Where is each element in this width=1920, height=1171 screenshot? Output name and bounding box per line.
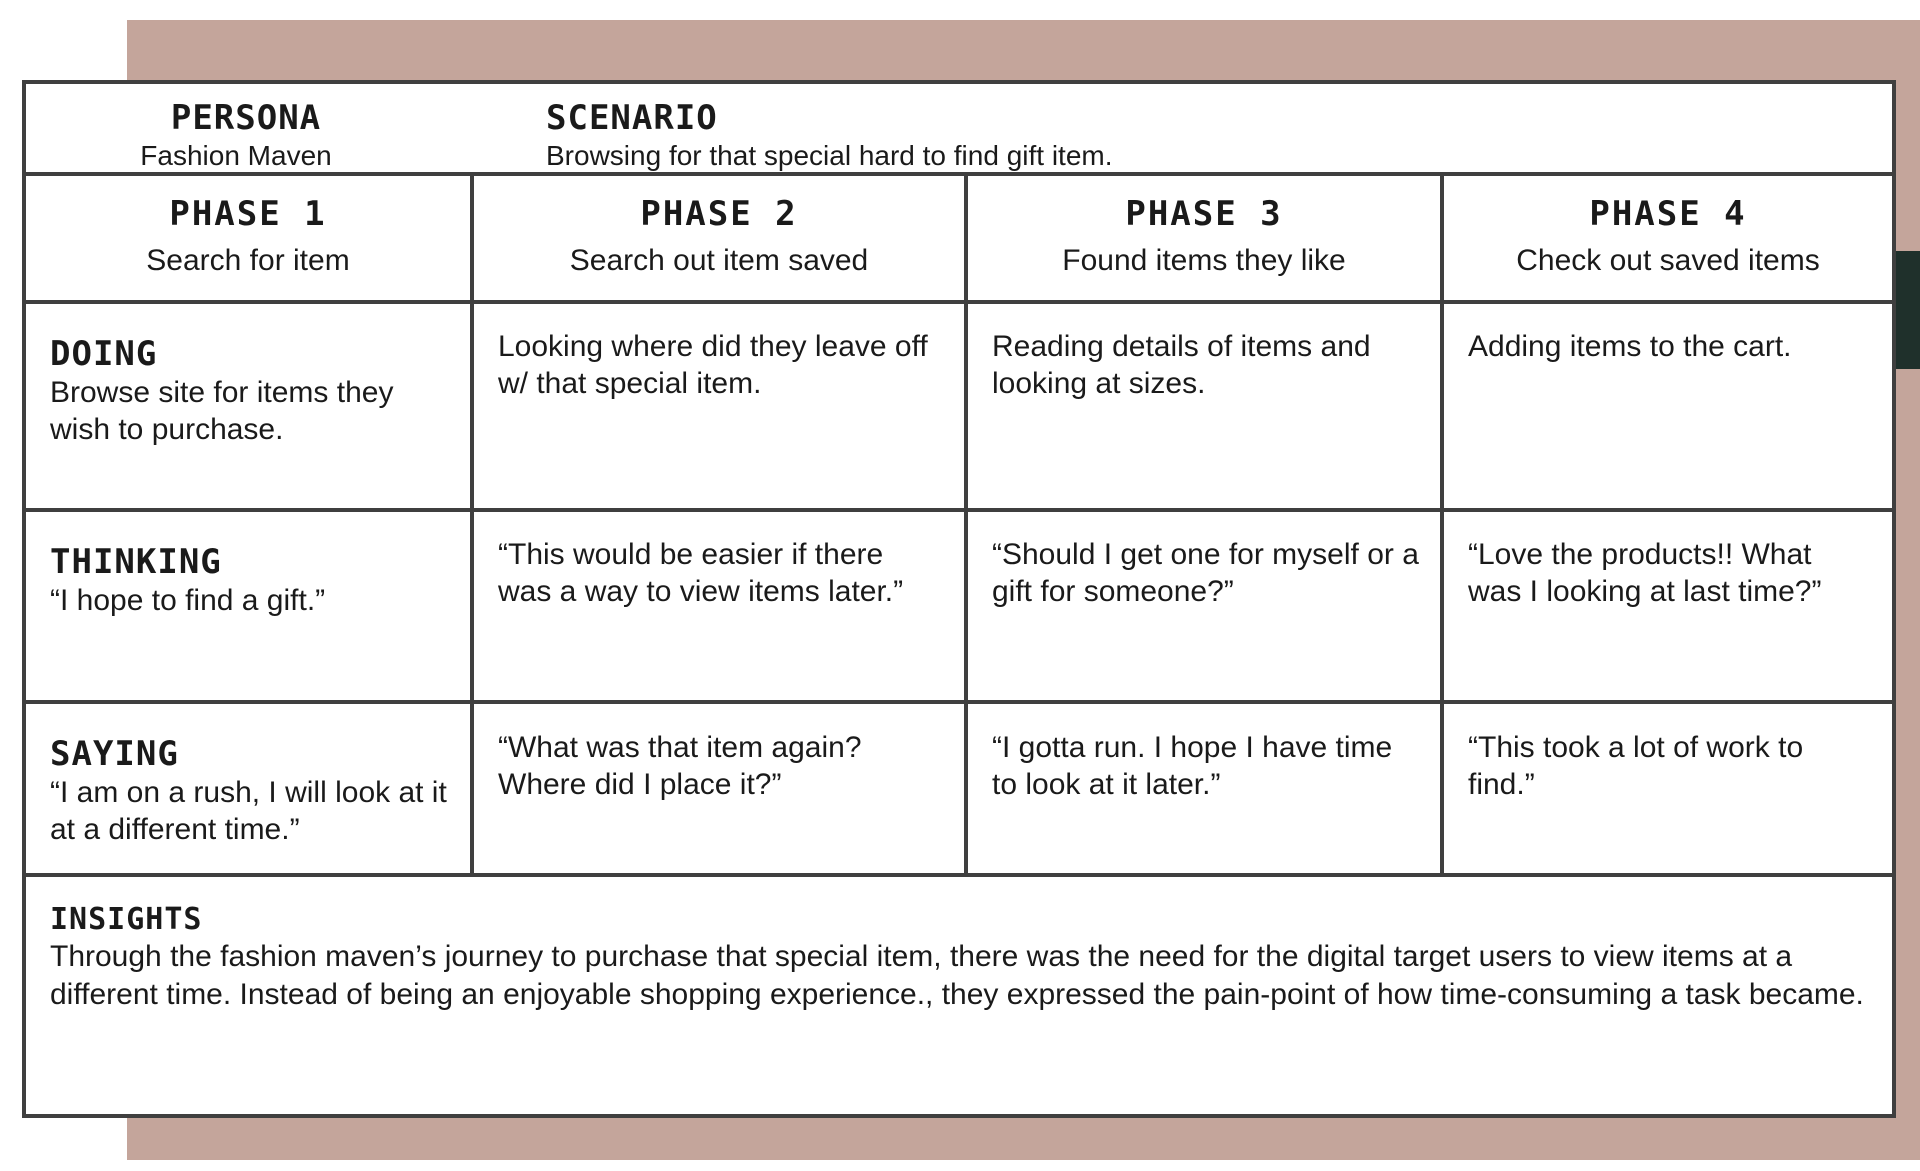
grid-line-thinking [26,700,1892,704]
cell-text: “Should I get one for myself or a gift for someone?” [992,538,1419,608]
persona-label: PERSONA [170,98,322,138]
phase-title: PHASE 2 [640,194,798,234]
saying-cell-1 [26,734,470,848]
thinking-cell-3 [968,536,1440,610]
row-label-doing: DOING [50,334,158,374]
phase-subtitle: Search for item [146,244,350,277]
cell-text: “This took a lot of work to find.” [1468,731,1804,801]
phase-header-4 [1444,176,1892,300]
phase-header-1 [26,176,470,300]
scenario-label: SCENARIO [546,98,718,138]
cell-text: “I gotta run. I hope I have time to look at it later.” [992,731,1393,801]
phase-title: PHASE 1 [169,194,327,234]
row-label-saying: SAYING [50,734,179,774]
cell-text: “I am on a rush, I will look at it at a different time.” [50,776,447,846]
journey-map-card [22,80,1896,1118]
doing-cell-2 [474,328,964,402]
phase-subtitle: Found items they like [1062,244,1346,277]
thinking-cell-1 [26,542,470,619]
phase-subtitle: Search out item saved [569,244,869,277]
cell-text: “What was that item again? Where did I place it?” [498,731,862,801]
doing-cell-1 [26,334,470,448]
grid-line-phases [26,300,1892,304]
phase-subtitle: Check out saved items [1516,244,1820,277]
thinking-cell-4 [1444,536,1892,610]
cell-text: Browse site for items they wish to purchase. [50,376,394,446]
insights-label: INSIGHTS [50,902,203,937]
scenario-value: Browsing for that special hard to find gift item. [546,140,1113,171]
saying-cell-4 [1444,729,1892,803]
cell-text: “Love the products!! What was I looking at last time?” [1468,538,1822,608]
persona-value: Fashion Maven [140,140,332,171]
cell-text: Looking where did they leave off w/ that special item. [498,330,928,400]
phase-header-2 [474,176,964,300]
insights-text: Through the fashion maven’s journey to purchase that special item, there was the need for the digital target users to view items at a different time. Instead of being an enjoyable shopping experience., they expressed the pain-point of how time-consuming a task became. [50,940,1864,1011]
saying-cell-2 [474,729,964,803]
phase-title: PHASE 3 [1125,194,1283,234]
cell-text: Reading details of items and looking at sizes. [992,330,1371,400]
thinking-cell-2 [474,536,964,610]
phase-title: PHASE 4 [1589,194,1747,234]
phase-header-3 [968,176,1440,300]
saying-cell-3 [968,729,1440,803]
cell-text: Adding items to the cart. [1468,330,1792,363]
doing-cell-4 [1444,328,1892,365]
doing-cell-3 [968,328,1440,402]
cell-text: “This would be easier if there was a way to view items later.” [498,538,904,608]
grid-line-doing [26,508,1892,512]
dark-side-tab [1896,251,1920,369]
row-label-thinking: THINKING [50,542,222,582]
cell-text: “I hope to find a gift.” [50,584,326,617]
grid-line-saying [26,873,1892,877]
